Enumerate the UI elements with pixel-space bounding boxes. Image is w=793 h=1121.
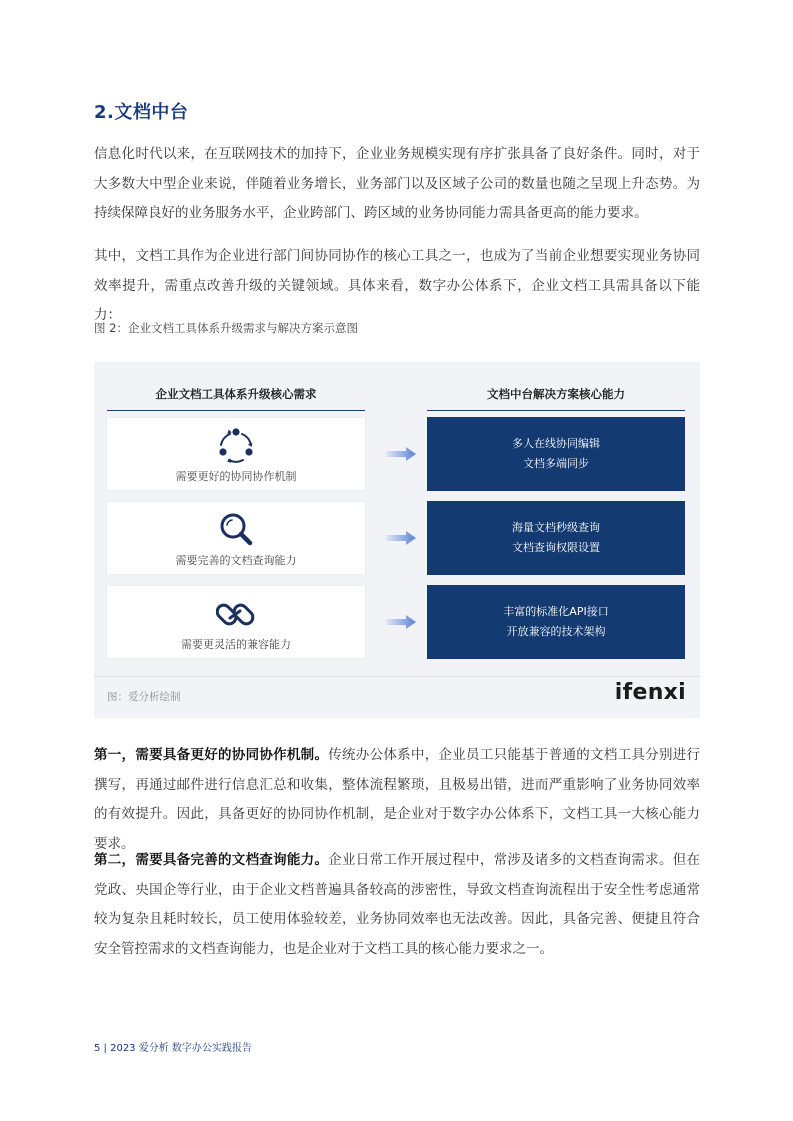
paragraph-body: 传统办公体系中，企业员工只能基于普通的文档工具分别进行撰写，再通过邮件进行信息汇总和收集，整体流程繁琐，且极易出错，进而严重影响了业务协同效率的有效提升。因此，具备更好的协同协作机制，是企业对于数字办公体系下，文档工具一大核心能力要求。 [94,747,701,852]
magnifier-icon [107,510,365,548]
capability-line: 文档多端同步 [523,457,589,470]
need-label: 需要更好的协同协作机制 [175,470,297,483]
section-heading: 2.文档中台 [94,102,189,123]
paragraph-second-requirement [94,846,700,964]
capability-line: 海量文档秒级查询 [512,521,600,534]
figure-diagram [94,362,700,718]
sync-arrows-icon [107,426,365,464]
capability-line: 丰富的标准化API接口 [503,605,609,618]
capability-card-collaboration [427,417,685,491]
capability-line: 文档查询权限设置 [512,541,600,554]
paragraph-body: 企业日常工作开展过程中，常涉及诸多的文档查询需求。但在党政、央国企等行业，由于企业文档普遍具备较高的涉密性，导致文档查询流程出于安全性考虑通常较为复杂且耗时较长，员工使用体验较差，业务协同效率也无法改善。因此，具备完善、便捷且符合安全管控需求的文档查询能力，也是企业对于文档工具的核心能力要求之一。 [94,852,701,957]
capability-line: 开放兼容的技术架构 [506,625,606,638]
figure-source: 图：爱分析绘制 [107,691,181,703]
page-footer: 5 | 2023 爱分析 数字办公实践报告 [94,1043,252,1054]
capability-card-compatibility [427,585,685,659]
capability-line: 多人在线协同编辑 [512,437,600,450]
ifenxi-logo: ifenxi [614,680,686,705]
need-card-query [107,502,365,574]
right-column-header: 文档中台解决方案核心能力 [427,386,685,411]
need-label: 需要完善的文档查询能力 [175,554,297,567]
need-card-collaboration [107,418,365,490]
paragraph-first-requirement [94,741,700,859]
figure-caption: 图 2：企业文档工具体系升级需求与解决方案示意图 [94,321,358,335]
need-label: 需要更灵活的兼容能力 [181,638,291,651]
arrow-right-icon [386,615,416,629]
chain-link-icon [107,594,365,632]
arrow-right-icon [386,447,416,461]
need-card-compatibility [107,586,365,658]
figure-divider [94,676,700,677]
capability-card-query [427,501,685,575]
paragraph-lead: 第一，需要具备更好的协同协作机制。 [94,747,329,763]
arrow-right-icon [386,531,416,545]
paragraph-lead: 第二，需要具备完善的文档查询能力。 [94,852,329,868]
paragraph-document-tools: 其中，文档工具作为企业进行部门间协同协作的核心工具之一，也成为了当前企业想要实现业务协同效率提升，需重点改善升级的关键领域。具体来看，数字办公体系下，企业文档工具需具备以下能力： [94,248,700,323]
paragraph-intro: 信息化时代以来，在互联网技术的加持下，企业业务规模实现有序扩张具备了良好条件。同时，对于大多数大中型企业来说，伴随着业务增长，业务部门以及区域子公司的数量也随之呈现上升态势。为持续保障良好的业务服务水平，企业跨部门、跨区域的业务协同能力需具备更高的能力要求。 [94,146,700,221]
left-column-header: 企业文档工具体系升级核心需求 [107,386,365,411]
